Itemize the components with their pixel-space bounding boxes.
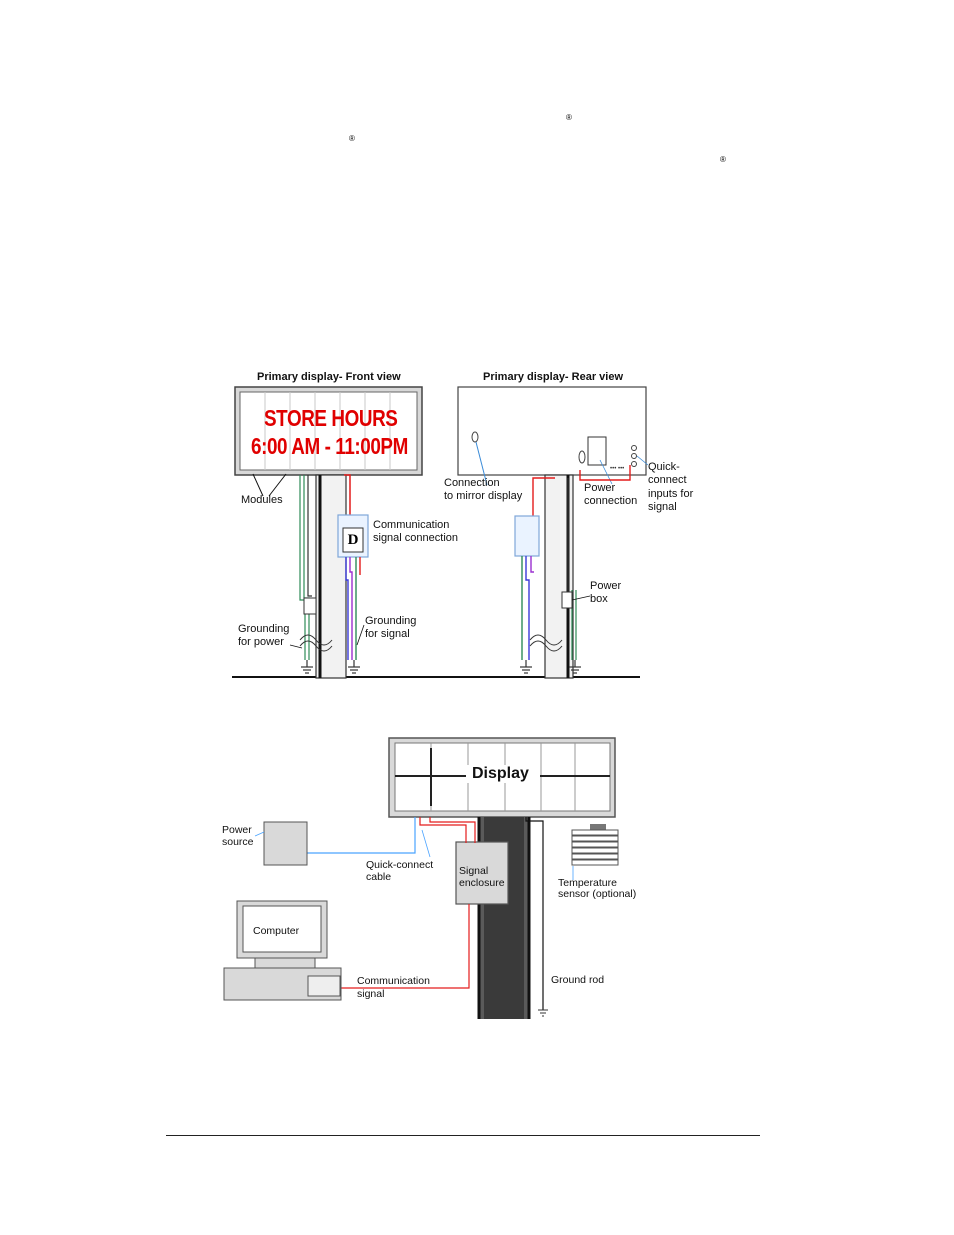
- quick-connect-label-2: connect: [648, 474, 687, 486]
- ground-rod-label: Ground rod: [551, 974, 605, 986]
- registered-mark: ®: [720, 155, 726, 164]
- ground-signal-label-1: Grounding: [365, 615, 417, 627]
- comm-signal-label-2: signal: [357, 988, 385, 1000]
- mirror-label-2: to mirror display: [444, 490, 523, 502]
- ground-power-label-1: Grounding: [238, 623, 290, 635]
- temperature-label-2: sensor (optional): [558, 888, 637, 900]
- rear-view-title: Primary display- Rear view: [483, 371, 624, 383]
- power-box-label-1: Power: [590, 580, 622, 592]
- quick-cable-label-1: Quick-connect: [366, 859, 434, 871]
- sign-line-store-hours: STORE HOURS: [264, 405, 398, 431]
- quick-cable-label-2: cable: [366, 871, 392, 883]
- registered-mark: ®: [349, 134, 355, 143]
- signal-enclosure-label-2: enclosure: [459, 877, 505, 889]
- ground-signal-label-2: for signal: [365, 628, 410, 640]
- power-source-label-2: source: [222, 836, 254, 848]
- comm-label-2: signal connection: [373, 532, 459, 544]
- comm-signal-label-1: Communication: [357, 975, 430, 987]
- svg-text:••• •••: ••• •••: [610, 466, 625, 472]
- front-view-title: Primary display- Front view: [257, 371, 401, 383]
- comm-label-1: Communication: [373, 519, 450, 531]
- computer-label: Computer: [253, 925, 300, 937]
- temperature-label-1: Temperature: [558, 877, 617, 889]
- quick-connect-label-1: Quick-: [648, 461, 680, 473]
- ground-power-label-2: for power: [238, 636, 284, 648]
- signal-enclosure-label-1: Signal: [459, 865, 489, 877]
- footer-rule: [166, 1135, 760, 1136]
- mirror-label-1: Connection: [444, 477, 500, 489]
- quick-connect-label-3: inputs for: [648, 488, 694, 500]
- logo-d: D: [347, 532, 359, 548]
- power-box-label-2: box: [590, 593, 608, 605]
- power-conn-label-2: connection: [584, 495, 638, 507]
- modules-label: Modules: [241, 494, 283, 506]
- power-source-label-1: Power: [222, 824, 252, 836]
- power-conn-label-1: Power: [584, 482, 616, 494]
- registered-mark: ®: [566, 113, 572, 122]
- sign-line-hours: 6:00 AM - 11:00PM: [251, 433, 408, 459]
- display-label: Display: [466, 765, 535, 783]
- quick-connect-label-4: signal: [648, 501, 677, 513]
